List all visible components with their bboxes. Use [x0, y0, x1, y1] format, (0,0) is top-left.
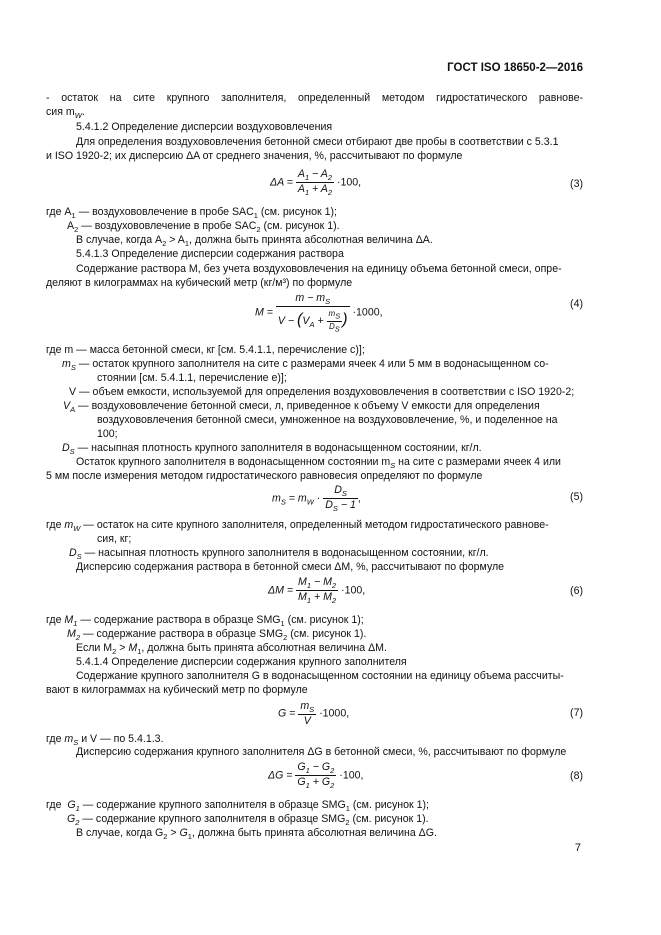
where-line: где $m_S$ и V — по 5.4.1.3. [46, 733, 164, 748]
definition-line: 100; [97, 428, 118, 440]
equation-number-5: (5) [570, 491, 583, 503]
where-line: $D_S$ — насыпная плотность крупного заполнителя в водонасыщенном состоянии, кг/л. [69, 547, 489, 562]
note-line: В случае, когда $A_2 > A_1$, должна быть принята абсолютная величина ΔA. [76, 234, 433, 249]
definition-line: $V_A$ — воздухововлечение бетонной смеси, л, приведенное к объему V емкости для определения [63, 400, 540, 415]
document-header: ГОСТ ISO 18650-2—2016 [447, 62, 583, 74]
where-line: $G_2$ — содержание крупного заполнителя в образце $SMG_2$ (см. рисунок 1). [67, 813, 429, 828]
equation-number-6: (6) [570, 585, 583, 597]
definition-line: где m — масса бетонной смеси, кг [см. 5.4.1.1, перечисление с)]; [46, 344, 365, 356]
paragraph-line: Для определения воздухововлечения бетонной смеси отбирают две пробы в соответствии с 5.3.1 [76, 136, 559, 148]
paragraph-line: - остаток на сите крупного заполнителя, определенный методом гидростатического равнове- [46, 92, 583, 104]
paragraph-line: деляют в килограммах на кубический метр (кг/м³) по формуле [46, 277, 353, 289]
where-line: $M_2$ — содержание раствора в образце $SMG_2$ (см. рисунок 1). [67, 628, 367, 643]
where-line: $A_2$ — воздухововлечение в пробе $SAC_2$ (см. рисунок 1). [67, 220, 340, 235]
paragraph-line: Дисперсию содержания раствора в бетонной смеси ΔM, %, рассчитывают по формуле [76, 561, 505, 573]
paragraph-line: Дисперсию содержания крупного заполнителя ΔG в бетонной смеси, %, рассчитывают по формуле [76, 746, 567, 758]
definition-line: стоянии [см. 5.4.1.1, перечисление е)]; [97, 372, 287, 384]
paragraph-line: Содержание крупного заполнителя G в водонасыщенном состоянии на единицу объема рассчиты- [76, 670, 564, 682]
where-line: сия, кг; [97, 533, 132, 545]
formula-3: ΔA = $\frac{A_1 - A_2}{A_1 + A_2}$ ·100, [270, 168, 362, 198]
note-line: В случае, когда $G_2 > G_1$, должна быть принята абсолютная величина ΔG. [76, 827, 437, 842]
definition-line: V — объем емкости, используемой для определения воздухововлечения в соответствии с ISO 1920-2; [69, 386, 575, 398]
paragraph-line: и ISO 1920-2; их дисперсию ΔA от среднего значения, %, рассчитывают по формуле [46, 150, 463, 162]
section-heading-5-4-1-4: 5.4.1.4 Определение дисперсии содержания крупного заполнителя [76, 656, 407, 668]
paragraph-line: вают в килограммах на кубический метр по формуле [46, 684, 308, 696]
formula-7: G = $\frac{m_S}{V}$ ·1000, [278, 700, 350, 728]
section-heading-5-4-1-3: 5.4.1.3 Определение дисперсии содержания раствора [76, 248, 344, 260]
note-line: Если $M_2 > M_1$, должна быть принята абсолютная величина ΔM. [76, 642, 387, 657]
paragraph-line: Содержание раствора M, без учета воздухововлечения на единицу объема бетонной смеси, опре- [76, 263, 562, 275]
page-number: 7 [574, 842, 581, 854]
definition-line: $D_S$ — насыпная плотность крупного заполнителя в водонасыщенном состоянии, кг/л. [62, 442, 482, 457]
where-line: где $G_1$ — содержание крупного заполнителя в образце $SMG_1$ (см. рисунок 1); [46, 799, 429, 814]
where-line: где $M_1$ — содержание раствора в образце $SMG_1$ (см. рисунок 1); [46, 614, 364, 629]
equation-number-4: (4) [570, 298, 583, 310]
paragraph-line: 5 мм после измерения методом гидростатического равновесия определяют по формуле [46, 470, 483, 482]
equation-number-8: (8) [570, 770, 583, 782]
formula-6: ΔM = $\frac{M_1 - M_2}{M_1 + M_2}$ ·100, [268, 576, 366, 606]
section-heading-5-4-1-2: 5.4.1.2 Определение дисперсии воздухововлечения [76, 121, 333, 133]
formula-8: ΔG = $\frac{G_1 - G_2}{G_1 + G_2}$ ·100, [268, 761, 364, 791]
formula-4: M = $m - m_S$ $V - (V_A$ + $\frac{m_S}{D_S}$ ) ·1000, [255, 292, 383, 334]
definition-line: воздухововлечения бетонной смеси, умноженное на воздухововлечение, %, и поделенное на [97, 414, 558, 426]
where-line: где $A_1$ — воздухововлечение в пробе $SAC_1$ (см. рисунок 1); [46, 206, 337, 221]
equation-number-7: (7) [570, 707, 583, 719]
paragraph-line: Остаток крупного заполнителя в водонасыщенном состоянии $m_S$ на сите с размерами ячеек 4 или [76, 456, 561, 471]
paragraph-line: сия $m_W$. [46, 106, 85, 121]
where-line: где $m_W$ — остаток на сите крупного заполнителя, определенный методом гидростатического равнове- [46, 519, 549, 534]
formula-5: $m_S = m_W$ · $\frac{D_S}{D_S - 1}$ , [272, 484, 361, 514]
equation-number-3: (3) [570, 178, 583, 190]
definition-line: $m_S$ — остаток крупного заполнителя на сите с размерами ячеек 4 или 5 мм в водонасыщенном со- [62, 358, 549, 373]
